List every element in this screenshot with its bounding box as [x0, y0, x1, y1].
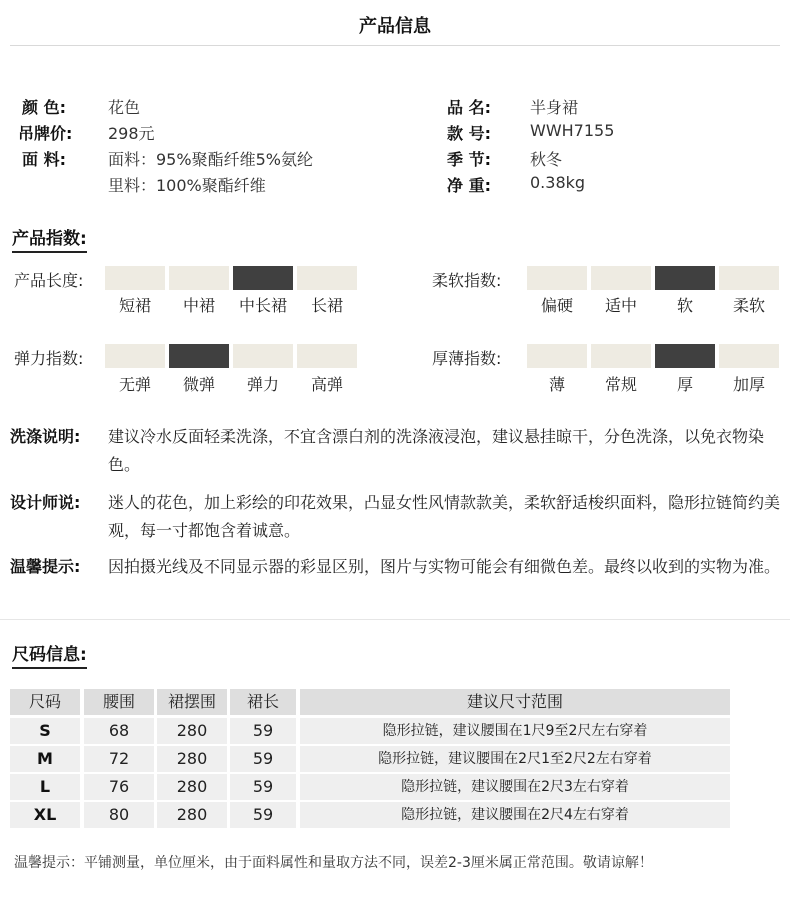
lining-value: 里料：100%聚酯纤维 — [108, 176, 266, 195]
weight-label: 净 重: — [447, 176, 491, 195]
softness-option: 柔软 — [732, 296, 765, 315]
washing-label: 洗涤说明: — [10, 427, 81, 446]
thickness-option: 厚 — [676, 375, 693, 394]
elasticity-option: 弹力 — [246, 375, 279, 394]
table-cell-hem: 280 — [157, 774, 227, 800]
elasticity-option: 高弹 — [310, 375, 343, 394]
name-label: 品 名: — [447, 98, 491, 117]
tip-note — [10, 553, 780, 609]
softness-box — [655, 266, 715, 290]
table-cell-size: M — [10, 746, 80, 772]
table-header-cell: 裙长 — [230, 689, 296, 715]
length-box — [169, 266, 229, 290]
table-cell-advice: 隐形拉链，建议腰围在2尺3左右穿着 — [300, 774, 730, 800]
washing-note — [10, 423, 780, 479]
table-header-cell: 建议尺寸范围 — [300, 689, 730, 715]
thickness-box — [719, 344, 779, 368]
table-header-cell: 裙摆围 — [157, 689, 227, 715]
table-header-cell: 腰围 — [84, 689, 154, 715]
elasticity-option: 微弹 — [182, 375, 215, 394]
elasticity-box — [105, 344, 165, 368]
thickness-option: 常规 — [604, 375, 637, 394]
table-cell-size: S — [10, 718, 80, 744]
weight-value: 0.38kg — [530, 173, 586, 192]
season-label: 季 节: — [447, 150, 491, 169]
softness-option: 偏硬 — [540, 296, 573, 315]
softness-box — [527, 266, 587, 290]
softness-option: 软 — [676, 296, 693, 315]
table-cell-hem: 280 — [157, 746, 227, 772]
section-divider — [0, 619, 790, 620]
table-cell-waist: 68 — [84, 718, 154, 744]
elasticity-option: 无弹 — [118, 375, 151, 394]
table-cell-length: 59 — [230, 802, 296, 828]
thickness-box — [591, 344, 651, 368]
elasticity-box — [297, 344, 357, 368]
length-box — [297, 266, 357, 290]
table-cell-length: 59 — [230, 774, 296, 800]
table-cell-advice: 隐形拉链，建议腰围在2尺1至2尺2左右穿着 — [300, 746, 730, 772]
elasticity-box — [169, 344, 229, 368]
table-cell-waist: 80 — [84, 802, 154, 828]
length-option: 长裙 — [310, 296, 343, 315]
elasticity-box — [233, 344, 293, 368]
size-heading: 尺码信息: — [12, 640, 87, 669]
designer-label: 设计师说: — [10, 493, 81, 512]
table-cell-length: 59 — [230, 746, 296, 772]
thickness-option: 薄 — [548, 375, 565, 394]
thickness-box — [655, 344, 715, 368]
table-cell-hem: 280 — [157, 718, 227, 744]
price-label: 吊牌价: — [18, 124, 73, 143]
table-cell-size: L — [10, 774, 80, 800]
table-cell-waist: 72 — [84, 746, 154, 772]
softness-index-label: 柔软指数: — [432, 271, 502, 290]
table-cell-size: XL — [10, 802, 80, 828]
fabric-value: 面料：95%聚酯纤维5%氨纶 — [108, 150, 313, 169]
table-cell-advice: 隐形拉链，建议腰围在2尺4左右穿着 — [300, 802, 730, 828]
washing-text: 建议冷水反面轻柔洗涤，不宜含漂白剂的洗涤液浸泡，建议悬挂晾干，分色洗涤，以免衣物染色。 — [108, 427, 765, 474]
softness-option: 适中 — [604, 296, 637, 315]
length-option: 短裙 — [118, 296, 151, 315]
table-cell-hem: 280 — [157, 802, 227, 828]
style-label: 款 号: — [447, 124, 491, 143]
fabric-label: 面 料: — [22, 150, 66, 169]
length-option: 中裙 — [182, 296, 215, 315]
color-label: 颜 色: — [22, 98, 66, 117]
style-value: WWH7155 — [530, 121, 615, 140]
color-value: 花色 — [108, 98, 141, 117]
softness-box — [719, 266, 779, 290]
measurement-footnote: 温馨提示：平铺测量，单位厘米，由于面料属性和量取方法不同，误差2-3厘米属正常范围。敬请谅解！ — [14, 855, 653, 871]
softness-box — [591, 266, 651, 290]
title-divider — [10, 45, 780, 46]
season-value: 秋冬 — [530, 150, 563, 169]
length-box — [105, 266, 165, 290]
table-cell-waist: 76 — [84, 774, 154, 800]
designer-text: 迷人的花色，加上彩绘的印花效果，凸显女性风情款款美，柔软舒适梭织面料，隐形拉链简约美观，每一寸都饱含着诚意。 — [108, 493, 781, 540]
designer-note — [10, 489, 780, 545]
elasticity-index-label: 弹力指数: — [14, 349, 84, 368]
length-index-label: 产品长度: — [14, 271, 84, 290]
tip-label: 温馨提示: — [10, 557, 81, 576]
price-value: 298元 — [108, 124, 155, 143]
page-title: 产品信息 — [359, 16, 431, 37]
thickness-index-label: 厚薄指数: — [432, 349, 502, 368]
tip-text: 因拍摄光线及不同显示器的彩显区别，图片与实物可能会有细微色差。最终以收到的实物为准。 — [108, 557, 781, 576]
table-cell-length: 59 — [230, 718, 296, 744]
thickness-option: 加厚 — [732, 375, 765, 394]
table-cell-advice: 隐形拉链，建议腰围在1尺9至2尺左右穿着 — [300, 718, 730, 744]
length-box — [233, 266, 293, 290]
table-header-cell: 尺码 — [10, 689, 80, 715]
length-option: 中长裙 — [238, 296, 287, 315]
indices-heading: 产品指数: — [12, 224, 87, 253]
thickness-box — [527, 344, 587, 368]
name-value: 半身裙 — [530, 98, 579, 117]
